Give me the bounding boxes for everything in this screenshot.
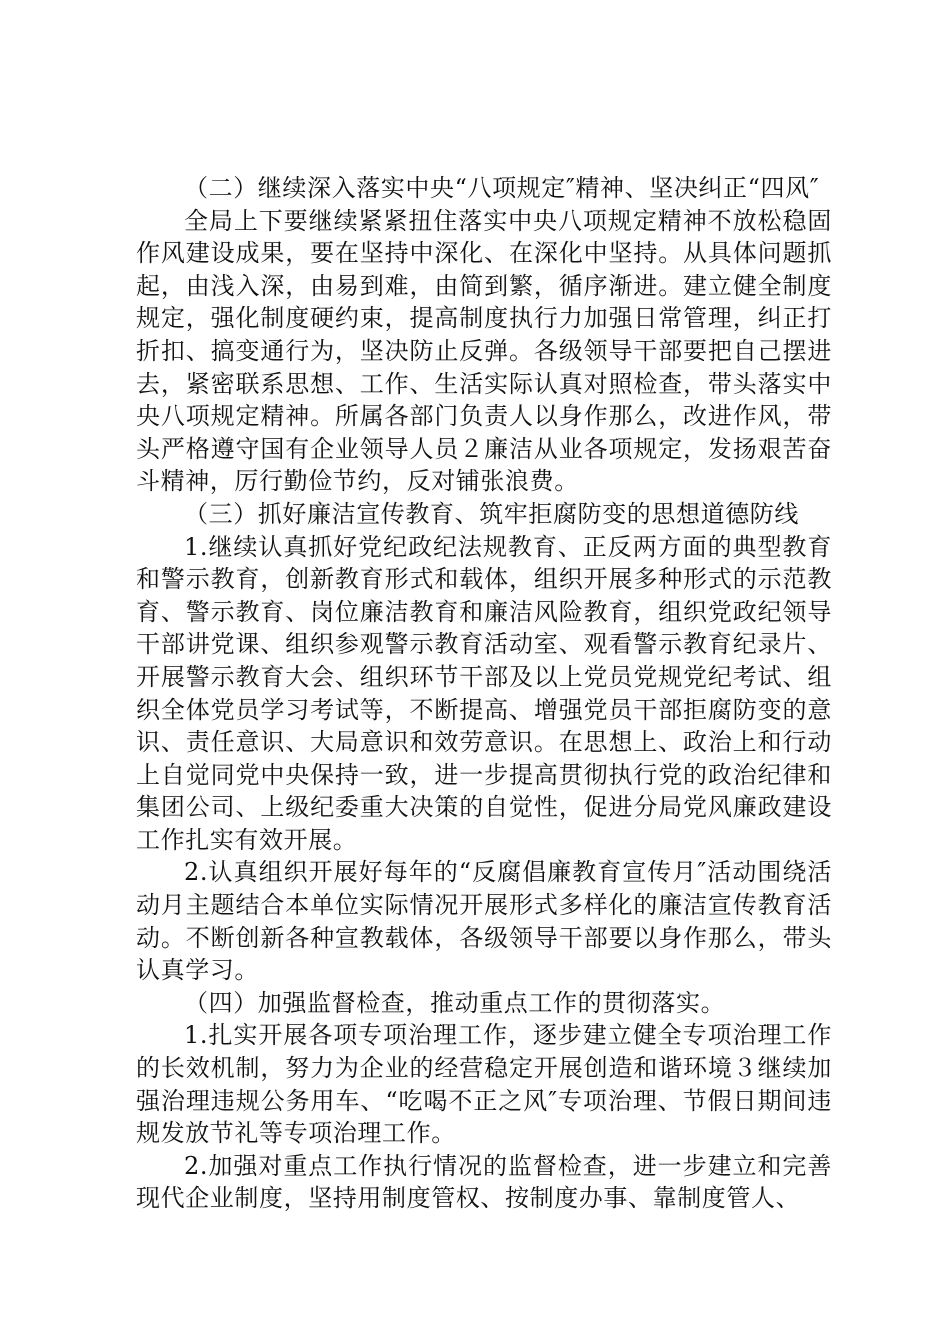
- body-paragraph: 2.认真组织开展好每年的“反腐倡廉教育宣传月″活动围绕活动月主题结合本单位实际情况开展形式多样化的廉洁宣传教育活动。不断创新各种宣教载体，各级领导干部要以身作那么，带头认真学习。: [136, 858, 832, 985]
- body-paragraph: 1.扎实开展各项专项治理工作，逐步建立健全专项治理工作的长效机制，努力为企业的经营稳定开展创造和谐环境３继续加强治理违规公务用车、“吃喝不正之风″专项治理、节假日期间违规发放节礼等专项治理工作。: [136, 1021, 832, 1148]
- document-page: [136, 172, 832, 1215]
- body-paragraph: 全局上下要继续紧紧扭住落实中央八项规定精神不放松稳固作风建设成果，要在坚持中深化、在深化中坚持。从具体问题抓起，由浅入深，由易到难，由简到繁，循序渐进。建立健全制度规定，强化制度硬约束，提高制度执行力加强日常管理，纠正打折扣、搞变通行为，坚决防止反弹。各级领导干部要把自己摆进去，紧密联系思想、工作、生活实际认真对照检查，带头落实中央八项规定精神。所属各部门负责人以身作那么，改进作风，带头严格遵守国有企业领导人员２廉洁从业各项规定，发扬艰苦奋斗精神，厉行勤俭节约，反对铺张浪费。: [136, 206, 832, 496]
- section-heading-3: （三）抓好廉洁宣传教育、筑牢拒腐防变的思想道德防线: [184, 499, 799, 528]
- section-heading-2: （二）继续深入落实中央“八项规定″精神、坚决纠正“四风″: [184, 174, 820, 202]
- body-paragraph: 1.继续认真抓好党纪政纪法规教育、正反两方面的典型教育和警示教育，创新教育形式和载体，组织开展多种形式的示范教育、警示教育、岗位廉洁教育和廉洁风险教育，组织党政纪领导干部讲党课、组织参观警示教育活动室、观看警示教育纪录片、开展警示教育大会、组织环节干部及以上党员党规党纪考试、组织全体党员学习考试等，不断提高、增强党员干部拒腐防变的意识、责任意识、大局意识和效劳意识。在思想上、政治上和行动上自觉同党中央保持一致，进一步提高贯彻执行党的政治纪律和集团公司、上级纪委重大决策的自觉性，促进分局党风廉政建设工作扎实有效开展。: [136, 532, 832, 854]
- body-paragraph: 2.加强对重点工作执行情况的监督检查，进一步建立和完善现代企业制度，坚持用制度管权、按制度办事、靠制度管人、: [136, 1151, 832, 1213]
- section-heading-4: （四）加强监督检查，推动重点工作的贯彻落实。: [184, 988, 726, 1017]
